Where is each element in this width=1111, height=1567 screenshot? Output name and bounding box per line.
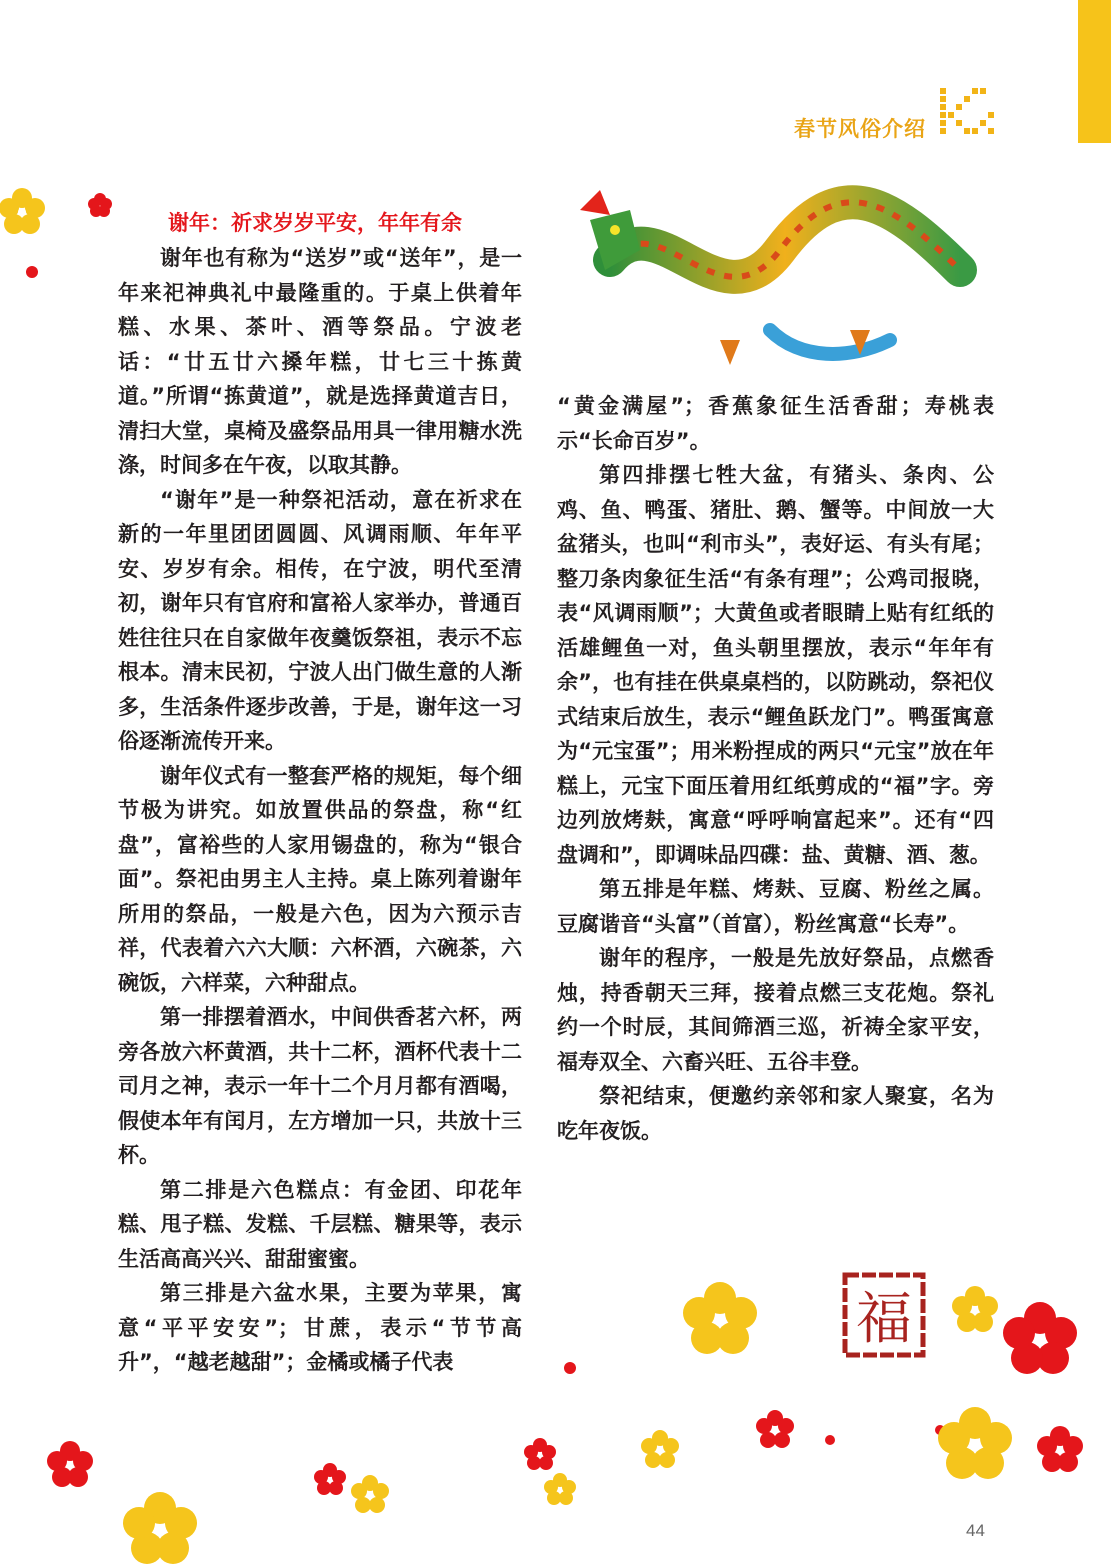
paragraph: “黄金满屋”；香蕉象征生活香甜；寿桃表示“长命百岁”。 [557, 394, 994, 453]
paragraph: 第四排摆七牲大盆，有猪头、条肉、公鸡、鱼、鸭蛋、猪肚、鹅、蟹等。中间放一大盆猪头，也叫“利市头”，表好运、有头有尾；整刀条肉象征生活“有条有理”；公鸡司报晓，表“风调雨顺”；大黄鱼或者眼睛上贴有红纸的活雄鲤鱼一对，鱼头朝里摆放，表示“年年有余”，也有挂在供桌桌档的，以防跳动，祭祀仪式结束后放生，表示“鲤鱼跃龙门”。鸭蛋寓意为“元宝蛋”；用米粉捏成的两只“元宝”放在年糕上，元宝下面压着用红纸剪成的“福”字。旁边列放烤麸，寓意“呼呼响富起来”。还有“四盘调和”，即调味品四碟：盐、黄糖、酒、葱。 [557, 463, 994, 867]
paragraph: 第三排是六盆水果，主要为苹果，寓意“平平安安”；甘蔗，表示“节节高升”，“越老越甜”；金橘或橘子代表 [118, 1281, 522, 1374]
paragraph: 谢年的程序，一般是先放好祭品，点燃香烛，持香朝天三拜，接着点燃三支花炮。祭礼约一个时辰，其间筛酒三巡，祈祷全家平安，福寿双全、六畜兴旺、五谷丰登。 [557, 946, 994, 1074]
plum-blossom-decoration [40, 1280, 1111, 1567]
paragraph: 第二排是六色糕点：有金团、印花年糕、甩子糕、发糕、千层糕、糖果等，表示生活高高兴兴、甜甜蜜蜜。 [118, 1177, 522, 1271]
seal-character: 福 [856, 1287, 912, 1352]
dragon-illustration [570, 180, 990, 380]
yellow-side-tab [1078, 0, 1111, 143]
section-label: 春节风俗介绍 [794, 117, 926, 141]
paragraph: “谢年”是一种祭祀活动，意在祈求在新的一年里团团圆圆、风调雨顺、年年平安、岁岁有余。相传，在宁波，明代至清初，谢年只有官府和富裕人家举办，普通百姓往往只在自家做年夜羹饭祭祖，表示不忘根本。清末民初，宁波人出门做生意的人渐多，生活条件逐步改善，于是，谢年这一习俗逐渐流传开来。 [118, 487, 522, 753]
paragraph: 谢年仪式有一整套严格的规矩，每个细节极为讲究。如放置供品的祭盘，称“红盘”，富裕些的人家用锡盘的，称为“银合面”。祭祀由男主人主持。桌上陈列着谢年所用的祭品，一般是六色，因为六预示吉祥，代表着六六大顺：六杯酒，六碗茶，六碗饭，六样菜，六种甜点。 [118, 763, 522, 995]
paragraph: 谢年也有称为“送岁”或“送年”，是一年来祀神典礼中最隆重的。于桌上供着年糕、水果、茶叶、酒等祭品。宁波老话：“廿五廿六搡年糕，廿七三十拣黄道。”所谓“拣黄道”，就是选择黄道吉日，清扫大堂，桌椅及盛祭品用具一律用糖水洗涤，时间多在午夜，以取其静。 [118, 246, 522, 477]
paragraph: 祭祀结束，便邀约亲邻和家人聚宴，名为吃年夜饭。 [557, 1084, 994, 1143]
article-heading: 谢年：祈求岁岁平安，年年有余 [168, 211, 462, 235]
right-column [557, 389, 994, 1148]
plum-blossom-decoration [0, 180, 120, 290]
paragraph: 第一排摆着酒水，中间供香茗六杯，两旁各放六杯黄酒，共十二杯，酒杯代表十二司月之神，表示一年十二个月月都有酒喝，假使本年有闰月，左方增加一只，共放十三杯。 [118, 1005, 522, 1167]
page-number: 44 [966, 1521, 985, 1540]
left-column [118, 241, 522, 1380]
pixel-k-icon [940, 88, 1000, 138]
paragraph: 第五排是年糕、烤麸、豆腐、粉丝之属。豆腐谐音“头富”（首富），粉丝寓意“长寿”。 [557, 877, 994, 936]
